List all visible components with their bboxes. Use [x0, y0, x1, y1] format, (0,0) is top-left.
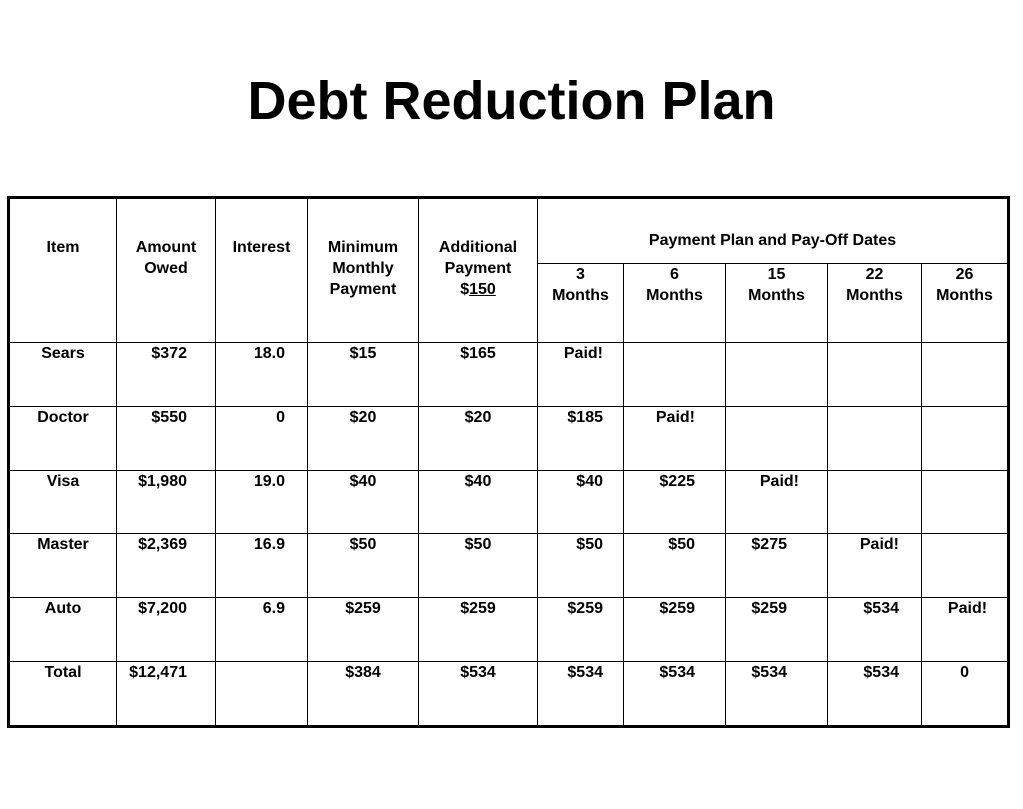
cell-m6: $534 — [624, 662, 726, 727]
table-row — [9, 470, 1009, 534]
header-month-15: 15 Months — [726, 264, 828, 343]
header-minimum-payment: Minimum Monthly Payment — [308, 198, 419, 343]
cell-m22: $534 — [828, 662, 922, 727]
cell-m26: 0 — [922, 662, 1009, 727]
table-row — [9, 343, 1009, 407]
cell-amount: $2,369 — [117, 534, 216, 598]
cell-interest: 18.0 — [216, 343, 308, 407]
table-row — [9, 598, 1009, 662]
cell-interest: 0 — [216, 406, 308, 470]
cell-minimum: $15 — [308, 343, 419, 407]
cell-amount: $550 — [117, 406, 216, 470]
cell-amount: $12,471 — [117, 662, 216, 727]
cell-m3: Paid! — [538, 343, 624, 407]
table-row — [9, 406, 1009, 470]
cell-additional: $165 — [419, 343, 538, 407]
header-payment-plan: Payment Plan and Pay-Off Dates — [538, 198, 1009, 264]
header-month-26: 26 Months — [922, 264, 1009, 343]
cell-m6 — [624, 343, 726, 407]
cell-m6: $259 — [624, 598, 726, 662]
header-interest: Interest — [216, 198, 308, 343]
cell-additional: $534 — [419, 662, 538, 727]
cell-m15: Paid! — [726, 470, 828, 534]
cell-m26 — [922, 534, 1009, 598]
cell-minimum: $40 — [308, 470, 419, 534]
header-amount-owed: Amount Owed — [117, 198, 216, 343]
header-month-22: 22 Months — [828, 264, 922, 343]
cell-interest: 6.9 — [216, 598, 308, 662]
cell-amount: $372 — [117, 343, 216, 407]
cell-m6: $50 — [624, 534, 726, 598]
cell-minimum: $384 — [308, 662, 419, 727]
cell-m22: $534 — [828, 598, 922, 662]
cell-m26: Paid! — [922, 598, 1009, 662]
cell-m15 — [726, 343, 828, 407]
cell-item: Master — [9, 534, 117, 598]
cell-minimum: $259 — [308, 598, 419, 662]
cell-m3: $259 — [538, 598, 624, 662]
cell-additional: $40 — [419, 470, 538, 534]
debt-table — [7, 196, 1010, 728]
cell-item: Auto — [9, 598, 117, 662]
cell-m15: $259 — [726, 598, 828, 662]
header-item: Item — [9, 198, 117, 343]
cell-item: Total — [9, 662, 117, 727]
cell-m26 — [922, 406, 1009, 470]
cell-m22 — [828, 343, 922, 407]
cell-m26 — [922, 343, 1009, 407]
cell-interest: 16.9 — [216, 534, 308, 598]
cell-interest — [216, 662, 308, 727]
cell-m3: $534 — [538, 662, 624, 727]
cell-m22 — [828, 470, 922, 534]
cell-m15 — [726, 406, 828, 470]
cell-m26 — [922, 470, 1009, 534]
cell-m15: $534 — [726, 662, 828, 727]
total-row — [9, 662, 1009, 727]
cell-m22 — [828, 406, 922, 470]
cell-m3: $40 — [538, 470, 624, 534]
cell-interest: 19.0 — [216, 470, 308, 534]
header-additional-payment: Additional Payment $150 — [419, 198, 538, 343]
cell-additional: $259 — [419, 598, 538, 662]
cell-item: Doctor — [9, 406, 117, 470]
cell-m3: $185 — [538, 406, 624, 470]
cell-m15: $275 — [726, 534, 828, 598]
cell-m3: $50 — [538, 534, 624, 598]
cell-additional: $50 — [419, 534, 538, 598]
cell-additional: $20 — [419, 406, 538, 470]
cell-minimum: $50 — [308, 534, 419, 598]
cell-m6: $225 — [624, 470, 726, 534]
cell-amount: $1,980 — [117, 470, 216, 534]
page-title: Debt Reduction Plan — [247, 71, 776, 131]
table-row — [9, 534, 1009, 598]
header-month-6: 6 Months — [624, 264, 726, 343]
cell-amount: $7,200 — [117, 598, 216, 662]
cell-minimum: $20 — [308, 406, 419, 470]
cell-item: Sears — [9, 343, 117, 407]
cell-item: Visa — [9, 470, 117, 534]
header-month-3: 3 Months — [538, 264, 624, 343]
cell-m22: Paid! — [828, 534, 922, 598]
cell-m6: Paid! — [624, 406, 726, 470]
